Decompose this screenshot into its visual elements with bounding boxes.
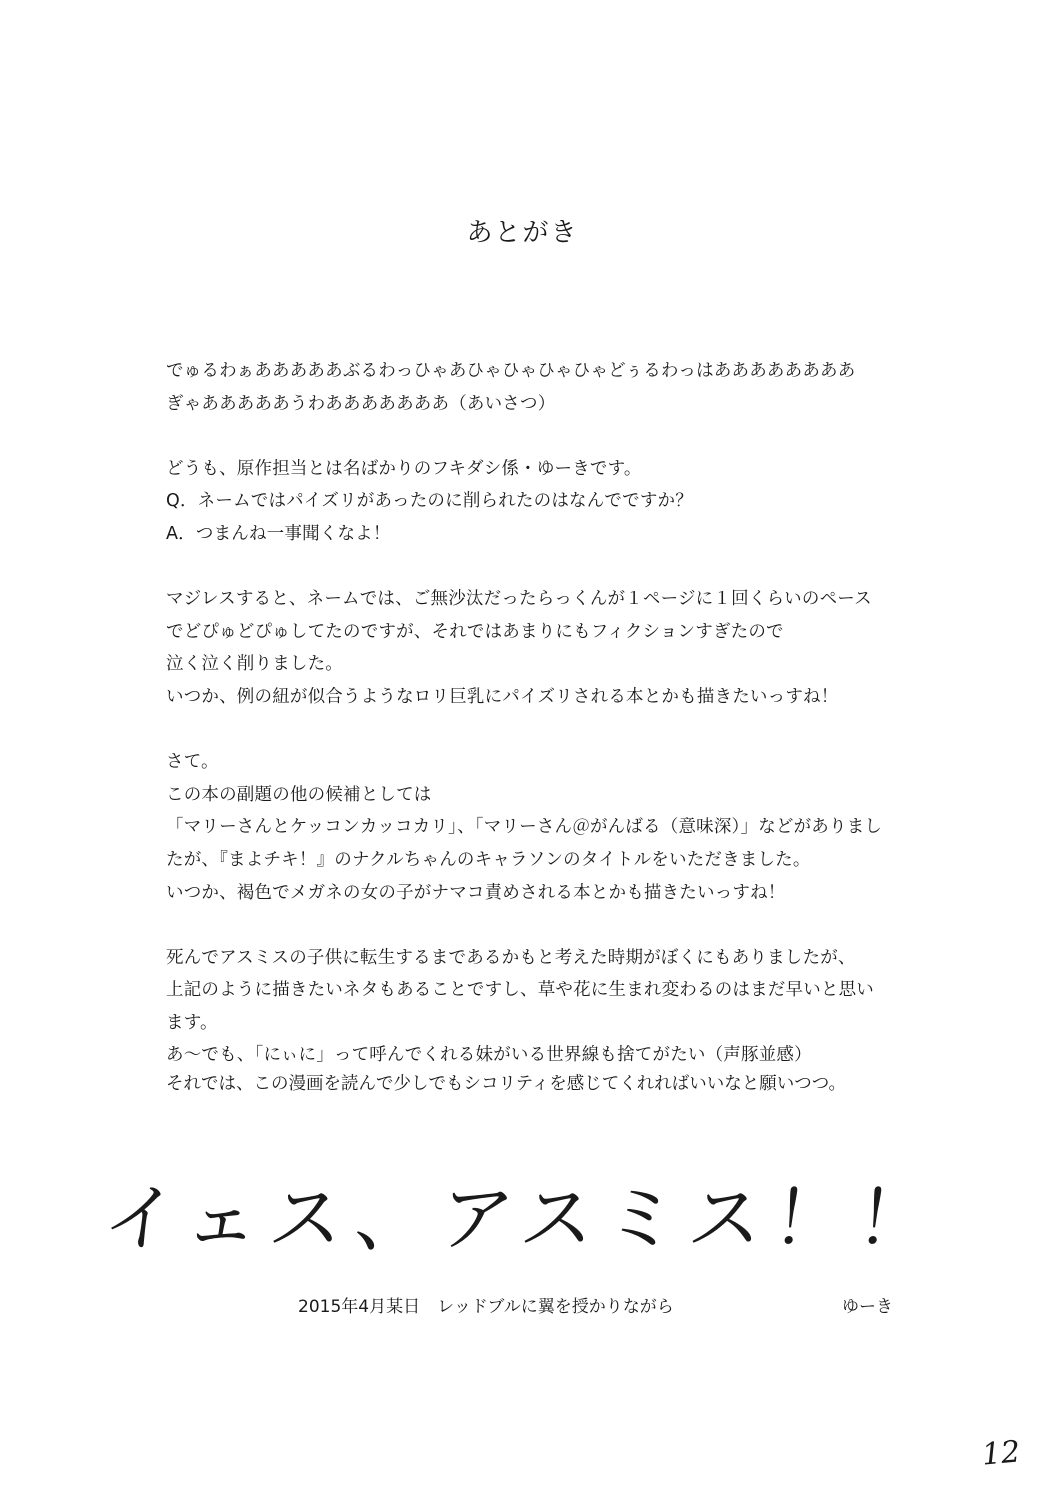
headline-slogan: イェス、アスミス！！ [98,1176,946,1262]
page-number: 12 [980,1434,1022,1473]
text-line: いつか、例の紐が似合うようなロリ巨乳にパイズリされる本とかも描きたいっすね！ [166,686,839,707]
text-line: いつか、褐色でメガネの女の子がナマコ責めされる本とかも描きたいっすね！ [166,882,786,903]
text-line: どうも、原作担当とは名ばかりのフキダシ係・ゆーきです。 [166,458,642,479]
page-title: あとがき [466,218,579,248]
text-line: 上記のように描きたいネタもあることですし、草や花に生まれ変わるのはまだ早いと思い [166,980,874,1001]
text-line: マジレスすると、ネームでは、ご無沙汰だったらっくんが１ページに１回くらいのペース [166,589,872,610]
text-line: Q．ネームではパイズリがあったのに削られたのはなんでですか？ [166,491,693,512]
text-line: ます。 [166,1012,218,1033]
paragraph-greeting [166,355,926,420]
text-line: 死んでアスミスの子供に転生するまであるかもと考えた時期がぼくにもありましたが、 [166,947,856,968]
text-line: あ～でも、「にぃに」って呼んでくれる妹がいる世界線も捨てがたい（声豚並感） [166,1045,812,1066]
text-line: 泣く泣く削りました。 [166,654,343,675]
closing-line: それでは、この漫画を読んで少しでもシコリティを感じてくれればいいなと願いつつ。 [166,1074,847,1094]
paragraph-explanation [166,583,926,713]
paragraph-reflection [166,942,926,1072]
text-line: たが、『まよチキ！』のナクルちゃんのキャラソンのタイトルをいただきました。 [166,849,811,870]
text-line: ぎゃあああああうわあああああああ（あいさつ） [166,393,556,414]
signoff-author: ゆーき [842,1297,893,1317]
text-line: でどぴゅどぴゅしてたのですが、それではあまりにもフィクションすぎたので [166,621,784,642]
text-line: A．つまんね一事聞くなよ！ [166,523,391,544]
paragraph-subtitle [166,746,926,909]
paragraph-intro-qa [166,453,926,551]
signoff-date: 2015年4月某日 レッドブルに翼を授かりながら [298,1297,674,1317]
text-line: 「マリーさんとケッコンカッコカリ」、「マリーさん＠がんばる（意味深）」などがありまし [166,817,883,838]
text-line: さて。 [166,752,219,773]
body-text [166,355,926,1072]
text-line: この本の副題の他の候補としては [166,784,432,805]
text-line: でゅるわぁあああああぶるわっひゃあひゃひゃひゃひゃどぅるわっはああああああああ [166,361,856,381]
